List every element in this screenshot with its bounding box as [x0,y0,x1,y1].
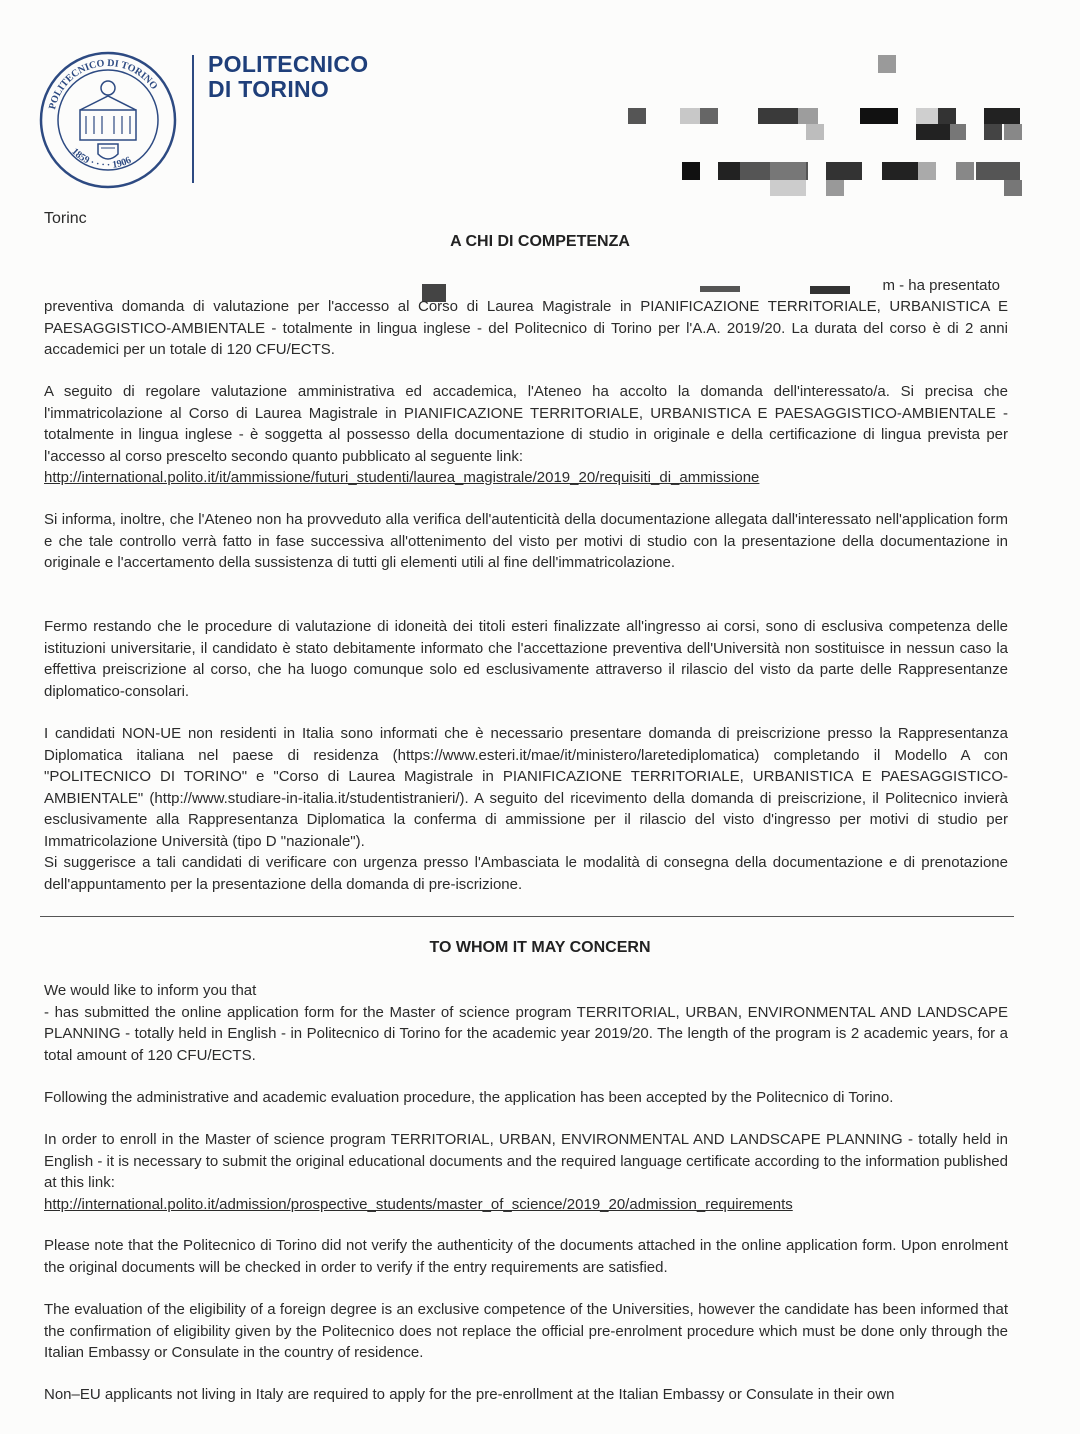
italian-paragraph-5-text: I candidati NON-UE non residenti in Italia sono informati che è necessario presentare domanda di preiscrizione presso la Rappresentanza Diplomatica italiana nel paese di residenza (https://www.esteri.it/mae/it/ministero/laretediplomatica) completando il Modello A con "POLITECNICO DI TORINO" e "Corso di Laurea Magistrale in PIANIFICAZIONE TERRITORIALE, URBANISTICA E PAESAGGISTICO-AMBIENTALE" (http://www.studiare-in-italia.it/studentistranieri/). A seguito del ricevimento della domanda di preiscrizione, il Politecnico invierà esclusivamente alla Rappresentanza Diplomatica la conferma di ammissione per il rilascio del visto d'ingresso per motivi di studio per Immatricolazione Università (tipo D "nazionale"). [44,725,1008,850]
header-divider [192,55,194,183]
institution-name-line1: POLITECNICO [208,51,369,77]
italian-paragraph-2-text: A seguito di regolare valutazione amministrativa ed accademica, l'Ateneo ha accolto la domanda dell'interessato/a. Si precisa che l'immatricolazione al Corso di Laurea Magistrale in PIANIFICAZIONE TERRITORIALE, URBANISTICA E PAESAGGISTICO-AMBIENTALE - totalmente in lingua inglese - è soggetta al possesso della documentazione di studio in originale e della certificazione di lingua prevista per l'accesso al corso prescelto secondo quanto pubblicato al seguente link: [44,383,1008,465]
intro-tail-text: m - ha presentato [882,277,1000,294]
italian-paragraph-3: Si informa, inoltre, che l'Ateneo non ha provveduto alla verifica dell'autenticità della documentazione allegata dall'interessato nell'application form e che tale controllo verrà fatto in fase successiva all'ottenimento del visto per motivi di studio con la presentazione della documentazione in originale e l'accertamento della sussistenza di tutti gli elementi utili al fine dell'immatricolazione. [44,511,1008,571]
italian-paragraph-4: Fermo restando che le procedure di valutazione di idoneità dei titoli esteri finalizzate all'ingresso ai corsi, sono di esclusiva competenza delle istituzioni universitarie, il candidato è stato debitamente informato che l'accettazione preventiva dell'Università non sostituisce in nessun caso la effettiva preiscrizione al corso, che ha luogo comunque solo ed esclusivamente attraverso il rilascio del visto da parte delle Rappresentanze diplomatico-consolari. [44,618,1008,700]
english-paragraph-1b: - has submitted the online application form for the Master of science program TERRITORIAL, URBAN, ENVIRONMENTAL AND LANDSCAPE PLANNING - totally held in English - in Politecnico di Torino for the academic year 2019/20. The length of the program is 2 academic years, for a total amount of 120 CFU/ECTS. [44,1003,1008,1064]
redacted-address-block [620,50,1030,200]
english-paragraph-2: Following the administrative and academic evaluation procedure, the application has been accepted by the Politecnico di Torino. [44,1089,894,1106]
english-requirements-link[interactable]: http://international.polito.it/admission/prospective_students/master_of_science/2019_20/admission_requirements [44,1195,793,1213]
italian-intro-tail [44,275,1008,297]
italian-requirements-link[interactable]: http://international.polito.it/it/ammissione/futuri_studenti/laurea_magistrale/2019_20/requisiti_di_ammissione [44,469,760,486]
italian-paragraph-6-text: Si suggerisce a tali candidati di verificare con urgenza presso l'Ambasciata le modalità di consegna della documentazione e di prenotazione dell'appuntamento per la presentazione della domanda di pre-iscrizione. [44,854,1008,893]
italian-paragraph-5 [44,723,1008,895]
english-paragraph-6: Non–EU applicants not living in Italy are required to apply for the pre-enrollment at the Italian Embassy or Consulate in their own [44,1386,895,1403]
english-title: TO WHOM IT MAY CONCERN [429,939,651,956]
letter-place: Torinc [44,210,87,227]
english-paragraph-3-text: In order to enroll in the Master of science program TERRITORIAL, URBAN, ENVIRONMENTAL AND LANDSCAPE PLANNING - totally held in English - it is necessary to submit the original educational documents and the required language certificate according to the information published at this link: [44,1131,1008,1191]
italian-paragraph-1: preventiva domanda di valutazione per l'accesso al Corso di Laurea Magistrale in PIANIFICAZIONE TERRITORIALE, URBANISTICA E PAESAGGISTICO-AMBIENTALE - totalmente in lingua inglese - del Politecnico di Torino per l'A.A. 2019/20. La durata del corso è di 2 anni accademici per un totale di 120 CFU/ECTS. [44,298,1008,358]
svg-text:1859 · · · · 1906: 1859 · · · · 1906 [69,146,134,172]
english-paragraph-4: Please note that the Politecnico di Torino did not verify the authenticity of the documents attached in the online application form. Upon enrolment the original documents will be checked in order to verify if the entry requirements are satisfied. [44,1237,1008,1276]
politecnico-seal-logo [38,50,178,190]
section-divider [40,916,1014,917]
italian-title: A CHI DI COMPETENZA [450,233,630,250]
svg-text:POLITECNICO DI TORINO: POLITECNICO DI TORINO [47,57,160,111]
english-paragraph-5: The evaluation of the eligibility of a foreign degree is an exclusive competence of the Universities, however the candidate has been informed that the confirmation of eligibility given by the Politecnico does not replace the official pre-enrolment procedure which must be done only through the Italian Embassy or Consulate in the country of residence. [44,1301,1008,1361]
english-paragraph-1a: We would like to inform you that [44,982,257,999]
institution-name-line2: DI TORINO [208,76,330,102]
english-paragraph-1 [44,980,1008,1066]
institution-name [208,52,368,102]
italian-paragraph-2 [44,381,1008,489]
english-paragraph-3 [44,1129,1008,1215]
